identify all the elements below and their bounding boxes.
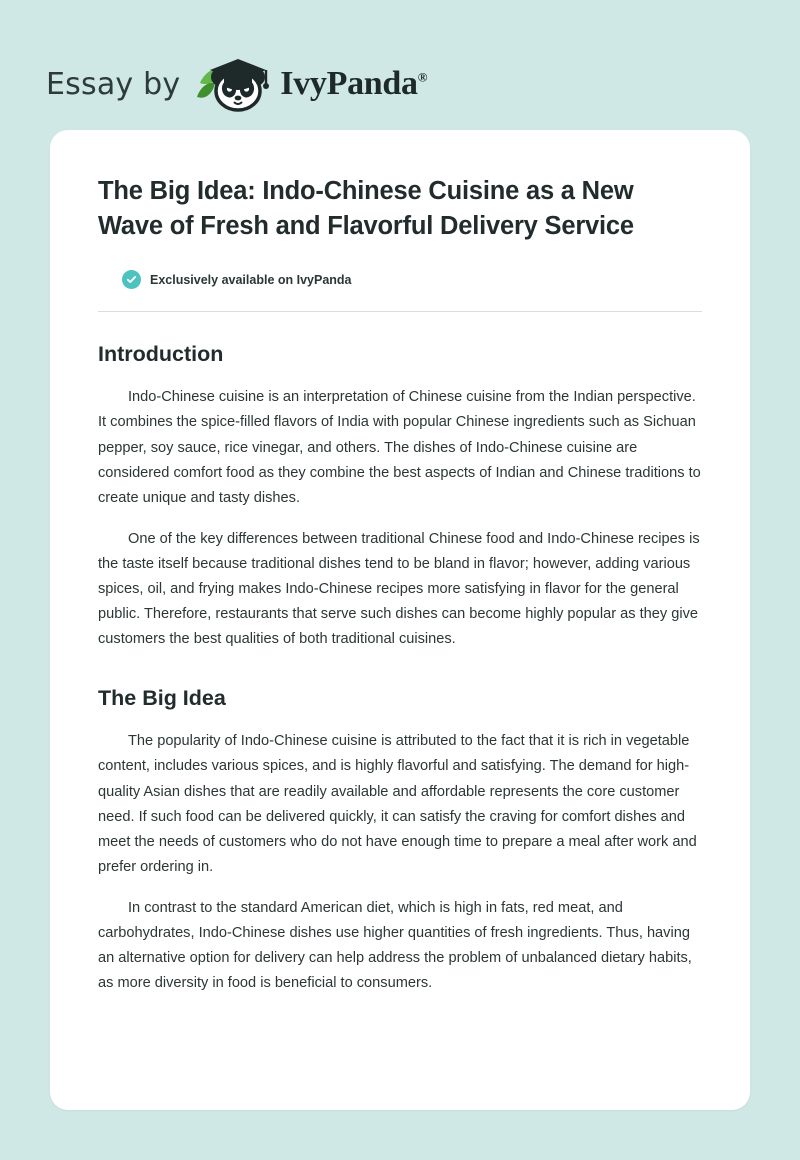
- panda-graduate-logo-icon: [194, 53, 278, 115]
- paragraph: One of the key differences between traditional Chinese food and Indo-Chinese recipes is the taste itself because traditional dishes tend to be bland in flavor; however, adding various spices, oil, and frying makes Indo-Chinese recipes more satisfying in flavor for the general public. Therefore, restaurants that serve such dishes can become highly popular as they give customers the best qualities of both traditional cuisines.: [98, 530, 700, 648]
- brand-header: [0, 0, 800, 130]
- ivypanda-logo[interactable]: [194, 53, 427, 115]
- paragraph: Indo-Chinese cuisine is an interpretation of Chinese cuisine from the Indian perspective. It combines the spice-filled flavors of India with popular Chinese ingredients such as Sichuan pepper, soy sauce, rice vinegar, and others. The dishes of Indo-Chinese cuisine are considered comfort food as they combine the best aspects of Indian and Chinese traditions to create unique and tasty dishes.: [98, 389, 701, 506]
- paragraph: The popularity of Indo-Chinese cuisine is attributed to the fact that it is rich in vegetable content, includes various spices, and is highly flavorful and satisfying. The demand for high-quality Asian dishes that are readily available and affordable represents the core customer need. If such food can be delivered quickly, it can satisfy the craving for comfort dishes and meet the needs of customers who do not have enough time to prepare a meal after work and prefer ordering in.: [98, 733, 697, 875]
- exclusive-label: Exclusively available on IvyPanda: [150, 272, 352, 287]
- section-heading-introduction: Introduction: [98, 342, 224, 367]
- essay-by-label: Essay by: [46, 66, 181, 102]
- brand-name: [280, 65, 427, 103]
- page-title: The Big Idea: Indo-Chinese Cuisine as a New Wave of Fresh and Flavorful Delivery Service: [98, 177, 634, 241]
- check-circle-icon: [122, 270, 141, 289]
- paragraph: In contrast to the standard American diet, which is high in fats, red meat, and carbohydrates, Indo-Chinese dishes use higher quantities of fresh ingredients. Thus, having an alternative option for delivery can help address the problem of unbalanced dietary habits, as more diversity in food is beneficial to consumers.: [98, 899, 692, 992]
- header-divider: [98, 311, 702, 312]
- section-heading-the-big-idea: The Big Idea: [98, 686, 226, 711]
- registered-mark: ®: [417, 69, 428, 85]
- exclusive-badge: [122, 270, 702, 289]
- essay-card: [50, 130, 750, 1110]
- brand-name-text: IvyPanda: [280, 65, 418, 102]
